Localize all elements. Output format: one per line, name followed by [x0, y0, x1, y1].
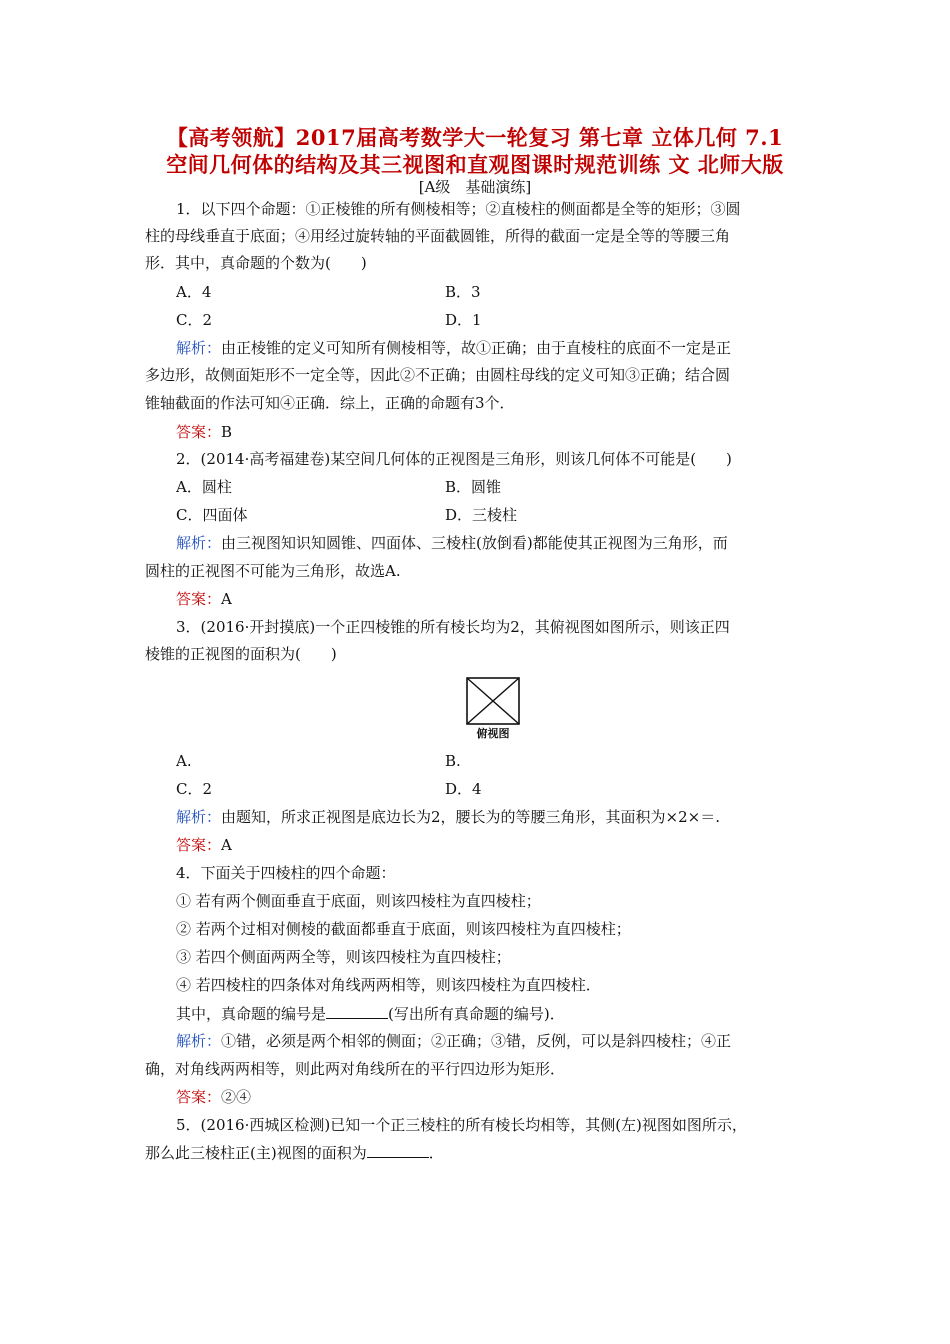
- q1-analysis: [176, 339, 810, 357]
- section-subtitle: [A级 基础演练]: [418, 178, 532, 196]
- q5-question-text: 那么此三棱柱正(主)视图的面积为: [145, 1144, 367, 1162]
- q3-answer-value: A: [221, 836, 232, 854]
- top-view-figure: [466, 677, 520, 725]
- q4-line: 4．下面关于四棱柱的四个命题：: [176, 864, 396, 882]
- answer-label: 答案：: [176, 1088, 222, 1106]
- q4-analysis-line: 确，对角线两两相等，则此两对角线所在的平行四边形为矩形．: [145, 1060, 566, 1078]
- q2-option-c: C．四面体: [176, 506, 248, 524]
- q1-analysis-line: 多边形，故侧面矩形不一定全等，因此②不正确；由圆柱母线的定义可知③正确；结合圆: [145, 366, 731, 384]
- figure-caption: 俯视图: [476, 727, 510, 740]
- q2-analysis-text: 由三视图知识知圆锥、四面体、三棱柱(放倒看)都能使其正视图为三角形，而: [221, 534, 728, 552]
- q1-answer-value: B: [221, 423, 233, 441]
- q3-option-a: A.: [176, 752, 192, 770]
- q4-question-tail: (写出所有真命题的编号)．: [388, 1005, 565, 1023]
- q1-line: 柱的母线垂直于底面；④用经过旋转轴的平面截圆锥，所得的截面一定是全等的等腰三角: [145, 227, 731, 245]
- q4-answer: [176, 1088, 810, 1106]
- q3-option-d: D．4: [445, 780, 482, 798]
- analysis-label: 解析：: [176, 339, 222, 357]
- q1-analysis-line: 锥轴截面的作法可知④正确．综上，正确的命题有3个．: [145, 394, 515, 412]
- q2-analysis: [176, 534, 810, 552]
- q1-answer: [176, 423, 810, 441]
- title-line-1: 【高考领航】2017届高考数学大一轮复习 第七章 立体几何 7.1: [166, 125, 784, 150]
- analysis-label: 解析：: [176, 534, 222, 552]
- title-line-2: 空间几何体的结构及其三视图和直观图课时规范训练 文 北师大版: [166, 152, 784, 177]
- q4-analysis-text: ①错，必须是两个相邻的侧面；②正确；③错，反例，可以是斜四棱柱；④正: [221, 1032, 732, 1050]
- q4-question: [176, 1004, 810, 1023]
- answer-label: 答案：: [176, 590, 222, 608]
- q1-line: 1．以下四个命题：①正棱锥的所有侧棱相等；②直棱柱的侧面都是全等的矩形；③圆: [176, 200, 741, 218]
- q1-option-c: C．2: [176, 311, 213, 329]
- q2-analysis-line: 圆柱的正视图不可能为三角形，故选A.: [145, 562, 401, 580]
- q2-option-b: B．圆锥: [445, 478, 502, 496]
- answer-blank[interactable]: [367, 1143, 429, 1158]
- q1-line: 形．其中，真命题的个数为( ): [145, 254, 367, 272]
- q1-option-a: A．4: [176, 283, 212, 301]
- q4-question-text: 其中，真命题的编号是: [176, 1005, 327, 1023]
- answer-label: 答案：: [176, 423, 222, 441]
- q4-statement-3: ③ 若四个侧面两两全等，则该四棱柱为直四棱柱；: [176, 948, 511, 966]
- q3-analysis-text: 由题知，所求正视图是底边长为2，腰长为的等腰三角形，其面积为×2×＝.: [221, 808, 721, 826]
- q2-answer-value: A: [221, 590, 232, 608]
- analysis-label: 解析：: [176, 808, 222, 826]
- q1-analysis-text: 由正棱锥的定义可知所有侧棱相等，故①正确；由于直棱柱的底面不一定是正: [221, 339, 732, 357]
- q5-line: 5．(2016·西城区检测)已知一个正三棱柱的所有棱长均相等，其侧(左)视图如图所示，: [176, 1116, 747, 1134]
- q4-statement-1: ① 若有两个侧面垂直于底面，则该四棱柱为直四棱柱；: [176, 892, 541, 910]
- q4-statement-4: ④ 若四棱柱的四条体对角线两两相等，则该四棱柱为直四棱柱．: [176, 976, 601, 994]
- q3-option-b: B.: [445, 752, 461, 770]
- q4-analysis: [176, 1032, 810, 1050]
- q3-answer: [176, 836, 810, 854]
- q2-line: 2．(2014·高考福建卷)某空间几何体的正视图是三角形，则该几何体不可能是( ): [176, 450, 732, 468]
- q5-question: [145, 1143, 810, 1162]
- q3-option-c: C．2: [176, 780, 213, 798]
- answer-blank[interactable]: [326, 1004, 388, 1019]
- analysis-label: 解析：: [176, 1032, 222, 1050]
- q5-question-tail: ．: [428, 1144, 444, 1162]
- q2-option-a: A．圆柱: [176, 478, 232, 496]
- q2-answer: [176, 590, 810, 608]
- q3-analysis: [176, 808, 810, 826]
- answer-label: 答案：: [176, 836, 222, 854]
- q4-statement-2: ② 若两个过相对侧棱的截面都垂直于底面，则该四棱柱为直四棱柱；: [176, 920, 631, 938]
- q4-answer-value: ②④: [221, 1088, 252, 1106]
- q3-line: 棱锥的正视图的面积为( ): [145, 645, 337, 663]
- q1-option-b: B．3: [445, 283, 481, 301]
- q1-option-d: D．1: [445, 311, 482, 329]
- q3-line: 3．(2016·开封摸底)一个正四棱锥的所有棱长均为2，其俯视图如图所示，则该正四: [176, 618, 730, 636]
- q2-option-d: D．三棱柱: [445, 506, 518, 524]
